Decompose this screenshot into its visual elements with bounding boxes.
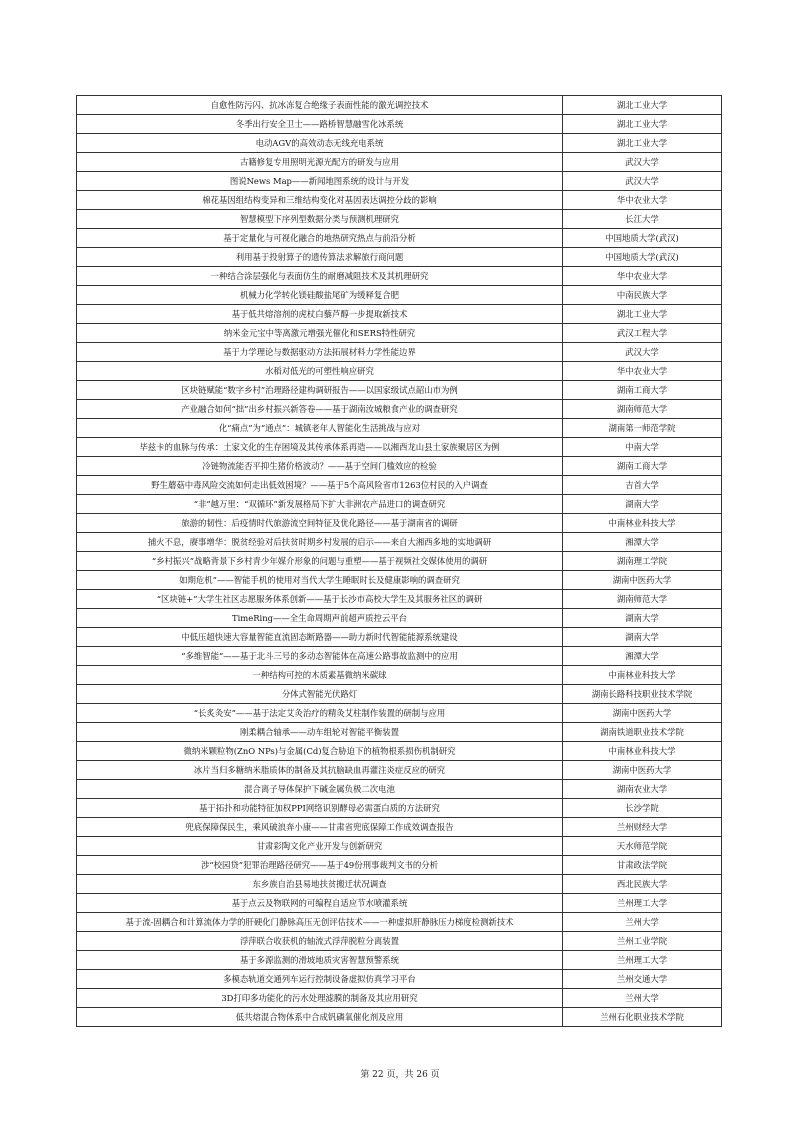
school-name-cell: 湖南工商大学 [563, 457, 722, 476]
school-name-cell: 吉首大学 [563, 476, 722, 495]
table-row [77, 419, 722, 438]
school-name-cell: 湖南大学 [563, 628, 722, 647]
project-title-cell: 微纳米颗粒物(ZnO NPs)与金属(Cd)复合胁迫下的植物根系损伤机制研究 [77, 742, 563, 761]
project-title-cell: 基于拓扑和功能特征加权PPI网络识别酵母必需蛋白质的方法研究 [77, 799, 563, 818]
project-title-cell: 智慧模型下序列型数据分类与预测机理研究 [77, 210, 563, 229]
school-name-cell: 湖南农业大学 [563, 780, 722, 799]
table-row [77, 875, 722, 894]
project-title-cell: 涉“校园贷”犯罪治理路径研究——基于49份刑事裁判文书的分析 [77, 856, 563, 875]
table-row [77, 476, 722, 495]
project-title-cell: TimeRing——全生命周期声前超声质控云平台 [77, 609, 563, 628]
table-row [77, 932, 722, 951]
table-row [77, 457, 722, 476]
project-title-cell: 分体式智能光伏路灯 [77, 685, 563, 704]
school-name-cell: 兰州石化职业技术学院 [563, 1008, 722, 1027]
school-name-cell: 武汉工程大学 [563, 324, 722, 343]
project-title-cell: 多模态轨道交通列车运行控制设备虚拟仿真学习平台 [77, 970, 563, 989]
page-number: 第 22 页，共 26 页 [360, 1070, 440, 1080]
school-name-cell: 中南林业科技大学 [563, 742, 722, 761]
school-name-cell: 湖南中医药大学 [563, 761, 722, 780]
project-title-cell: 冷链物流能否平抑生猪价格波动？——基于空间门槛效应的检验 [77, 457, 563, 476]
project-table-body [77, 96, 722, 1027]
table-row [77, 761, 722, 780]
project-title-cell: 刚柔耦合轴承——动车组轮对智能平衡装置 [77, 723, 563, 742]
project-title-cell: 野生蘑菇中毒风险交流如何走出低效困境？——基于5个高风险省市1263位村民的入户调查 [77, 476, 563, 495]
project-title-cell: 捕火不息，赓事增华：脱贫经验对后扶贫时期乡村发展的启示——来自大湘西多地的实地调研 [77, 533, 563, 552]
table-row [77, 286, 722, 305]
school-name-cell: 武汉大学 [563, 172, 722, 191]
table-row [77, 590, 722, 609]
school-name-cell: 湖南中医药大学 [563, 571, 722, 590]
school-name-cell: 中国地质大学(武汉) [563, 229, 722, 248]
project-title-cell: 区块链赋能“数字乡村”治理路径建构调研报告——以国家级试点韶山市为例 [77, 381, 563, 400]
project-title-cell: 毕兹卡的血脉与传承：土家文化的生存困境及其传承体系再造——以湘西龙山县土家族聚居区为例 [77, 438, 563, 457]
school-name-cell: 湖北工业大学 [563, 134, 722, 153]
school-name-cell: 兰州大学 [563, 989, 722, 1008]
table-row [77, 381, 722, 400]
table-row [77, 115, 722, 134]
project-title-cell: 纳米金元宝中等离激元增强光催化和SERS特性研究 [77, 324, 563, 343]
school-name-cell: 湖北工业大学 [563, 115, 722, 134]
project-title-cell: 甘肃彩陶文化产业开发与创新研究 [77, 837, 563, 856]
school-name-cell: 华中农业大学 [563, 191, 722, 210]
table-row [77, 191, 722, 210]
project-title-cell: 化“痛点”为“通点”：城镇老年人智能化生活挑战与应对 [77, 419, 563, 438]
table-row [77, 989, 722, 1008]
project-title-cell: 中低压超快速大容量智能直流固态断路器——助力新时代智能能源系统建设 [77, 628, 563, 647]
table-row [77, 305, 722, 324]
project-title-cell: 如期危机”——智能手机的使用对当代大学生睡眠时长及健康影响的调查研究 [77, 571, 563, 590]
table-row [77, 742, 722, 761]
school-name-cell: 兰州大学 [563, 913, 722, 932]
table-row [77, 552, 722, 571]
school-name-cell: 兰州财经大学 [563, 818, 722, 837]
project-title-cell: “非”越万里：“双循环”新发展格局下扩大非洲农产品进口的调查研究 [77, 495, 563, 514]
table-row [77, 951, 722, 970]
school-name-cell: 湘潭大学 [563, 533, 722, 552]
school-name-cell: 湖南师范大学 [563, 590, 722, 609]
table-row [77, 913, 722, 932]
project-title-cell: 自愈性防污闪、抗冰冻复合绝缘子表面性能的激光调控技术 [77, 96, 563, 115]
table-row [77, 837, 722, 856]
project-table [76, 95, 722, 1027]
table-row [77, 324, 722, 343]
school-name-cell: 湖南师范大学 [563, 400, 722, 419]
project-title-cell: 东乡族自治县易地扶贫搬迁状况调查 [77, 875, 563, 894]
table-row [77, 628, 722, 647]
table-row [77, 704, 722, 723]
project-title-cell: 一种结构可控的木质素基微纳米碳球 [77, 666, 563, 685]
school-name-cell: 长江大学 [563, 210, 722, 229]
school-name-cell: 兰州交通大学 [563, 970, 722, 989]
school-name-cell: 湖南长路科技职业技术学院 [563, 685, 722, 704]
project-title-cell: 旅游的韧性：后疫情时代旅游流空间特征及优化路径——基于湖南省的调研 [77, 514, 563, 533]
project-title-cell: 冰片当归多糖纳米脂质体的制备及其抗脑缺血再灌注炎症反应的研究 [77, 761, 563, 780]
project-title-cell: 图说News Map——新闻地图系统的设计与开发 [77, 172, 563, 191]
project-title-cell: 低共熔混合物体系中合成钒磷氧催化剂及应用 [77, 1008, 563, 1027]
project-title-cell: 基于力学理论与数据驱动方法拓展材料力学性能边界 [77, 343, 563, 362]
project-title-cell: 古籍修复专用照明光源光配方的研发与应用 [77, 153, 563, 172]
table-row [77, 780, 722, 799]
school-name-cell: 华中农业大学 [563, 362, 722, 381]
table-row [77, 153, 722, 172]
table-row [77, 571, 722, 590]
project-title-cell: 混合离子导体保护下碱金属负极二次电池 [77, 780, 563, 799]
school-name-cell: 武汉大学 [563, 343, 722, 362]
school-name-cell: 湖南第一师范学院 [563, 419, 722, 438]
school-name-cell: 中南民族大学 [563, 286, 722, 305]
school-name-cell: 华中农业大学 [563, 267, 722, 286]
school-name-cell: 兰州工业学院 [563, 932, 722, 951]
school-name-cell: 湖北工业大学 [563, 305, 722, 324]
project-title-cell: 基于低共熔溶剂的虎杖白藜芦醇一步提取新技术 [77, 305, 563, 324]
table-row [77, 533, 722, 552]
project-title-cell: 基于点云及物联网的可编程自适应节水喷灌系统 [77, 894, 563, 913]
school-name-cell: 中南林业科技大学 [563, 514, 722, 533]
table-row [77, 685, 722, 704]
project-title-cell: 基于流-固耦合和计算流体力学的肝硬化门静脉高压无创评估技术——一种虚拟肝静脉压力梯度检测新技术 [77, 913, 563, 932]
school-name-cell: 湖南中医药大学 [563, 704, 722, 723]
school-name-cell: 甘肃政法学院 [563, 856, 722, 875]
table-row [77, 210, 722, 229]
school-name-cell: 中南林业科技大学 [563, 666, 722, 685]
school-name-cell: 湖南工商大学 [563, 381, 722, 400]
project-title-cell: 冬季出行安全卫士——路桥智慧融雪化冰系统 [77, 115, 563, 134]
school-name-cell: 天水师范学院 [563, 837, 722, 856]
table-row [77, 647, 722, 666]
table-row [77, 96, 722, 115]
school-name-cell: 湖南大学 [563, 495, 722, 514]
project-title-cell: 机械力化学转化镁硅酸盐尾矿为缓释复合肥 [77, 286, 563, 305]
table-row [77, 856, 722, 875]
project-title-cell: 电动AGV的高效动态无线充电系统 [77, 134, 563, 153]
project-title-cell: 产业融合如何“拙”出乡村振兴新答卷——基于湖南汝城粮食产业的调查研究 [77, 400, 563, 419]
table-row [77, 666, 722, 685]
table-row [77, 438, 722, 457]
project-title-cell: 水稻对低光的可塑性响应研究 [77, 362, 563, 381]
project-title-cell: 兜底保障保民生，乘风破浪奔小康——甘肃省兜底保障工作成效调查报告 [77, 818, 563, 837]
table-row [77, 1008, 722, 1027]
project-title-cell: 基于定量化与可视化融合的地热研究热点与前沿分析 [77, 229, 563, 248]
school-name-cell: 长沙学院 [563, 799, 722, 818]
table-row [77, 970, 722, 989]
table-row [77, 248, 722, 267]
project-title-cell: 基于多源监测的滑坡地质灾害智慧预警系统 [77, 951, 563, 970]
project-title-cell: 3D打印多功能化的污水处理滤膜的制备及其应用研究 [77, 989, 563, 1008]
table-row [77, 818, 722, 837]
school-name-cell: 湘潭大学 [563, 647, 722, 666]
project-title-cell: 棉花基因组结构变异和三维结构变化对基因表达调控分歧的影响 [77, 191, 563, 210]
table-row [77, 229, 722, 248]
school-name-cell: 湖南铁道职业技术学院 [563, 723, 722, 742]
school-name-cell: 湖南大学 [563, 609, 722, 628]
school-name-cell: 西北民族大学 [563, 875, 722, 894]
table-row [77, 495, 722, 514]
table-row [77, 362, 722, 381]
school-name-cell: 兰州理工大学 [563, 894, 722, 913]
table-row [77, 172, 722, 191]
school-name-cell: 湖北工业大学 [563, 96, 722, 115]
project-title-cell: 利用基于投射算子的遗传算法求解旅行商问题 [77, 248, 563, 267]
project-title-cell: “区块链+”大学生社区志愿服务体系创新——基于长沙市高校大学生及其服务社区的调研 [77, 590, 563, 609]
school-name-cell: 中国地质大学(武汉) [563, 248, 722, 267]
project-title-cell: 一种结合涂层强化与表面仿生的耐磨减阻技术及其机理研究 [77, 267, 563, 286]
table-row [77, 514, 722, 533]
school-name-cell: 兰州理工大学 [563, 951, 722, 970]
table-row [77, 799, 722, 818]
table-row [77, 343, 722, 362]
project-title-cell: “长炙灸安”——基于法定艾灸治疗的精灸艾柱制作装置的研制与应用 [77, 704, 563, 723]
table-row [77, 609, 722, 628]
table-row [77, 723, 722, 742]
table-row [77, 134, 722, 153]
school-name-cell: 湖南理工学院 [563, 552, 722, 571]
project-title-cell: 浮萍联合收获机的轴流式浮萍脱粒分离装置 [77, 932, 563, 951]
school-name-cell: 中南大学 [563, 438, 722, 457]
project-title-cell: “乡村振兴”战略背景下乡村青少年媒介形象的问题与重塑——基于视频社交媒体使用的调研 [77, 552, 563, 571]
school-name-cell: 武汉大学 [563, 153, 722, 172]
table-row [77, 267, 722, 286]
table-row [77, 400, 722, 419]
table-row [77, 894, 722, 913]
project-title-cell: “多维智能”——基于北斗三号的多动态智能体在高速公路事故监测中的应用 [77, 647, 563, 666]
project-table-container [76, 95, 721, 1027]
